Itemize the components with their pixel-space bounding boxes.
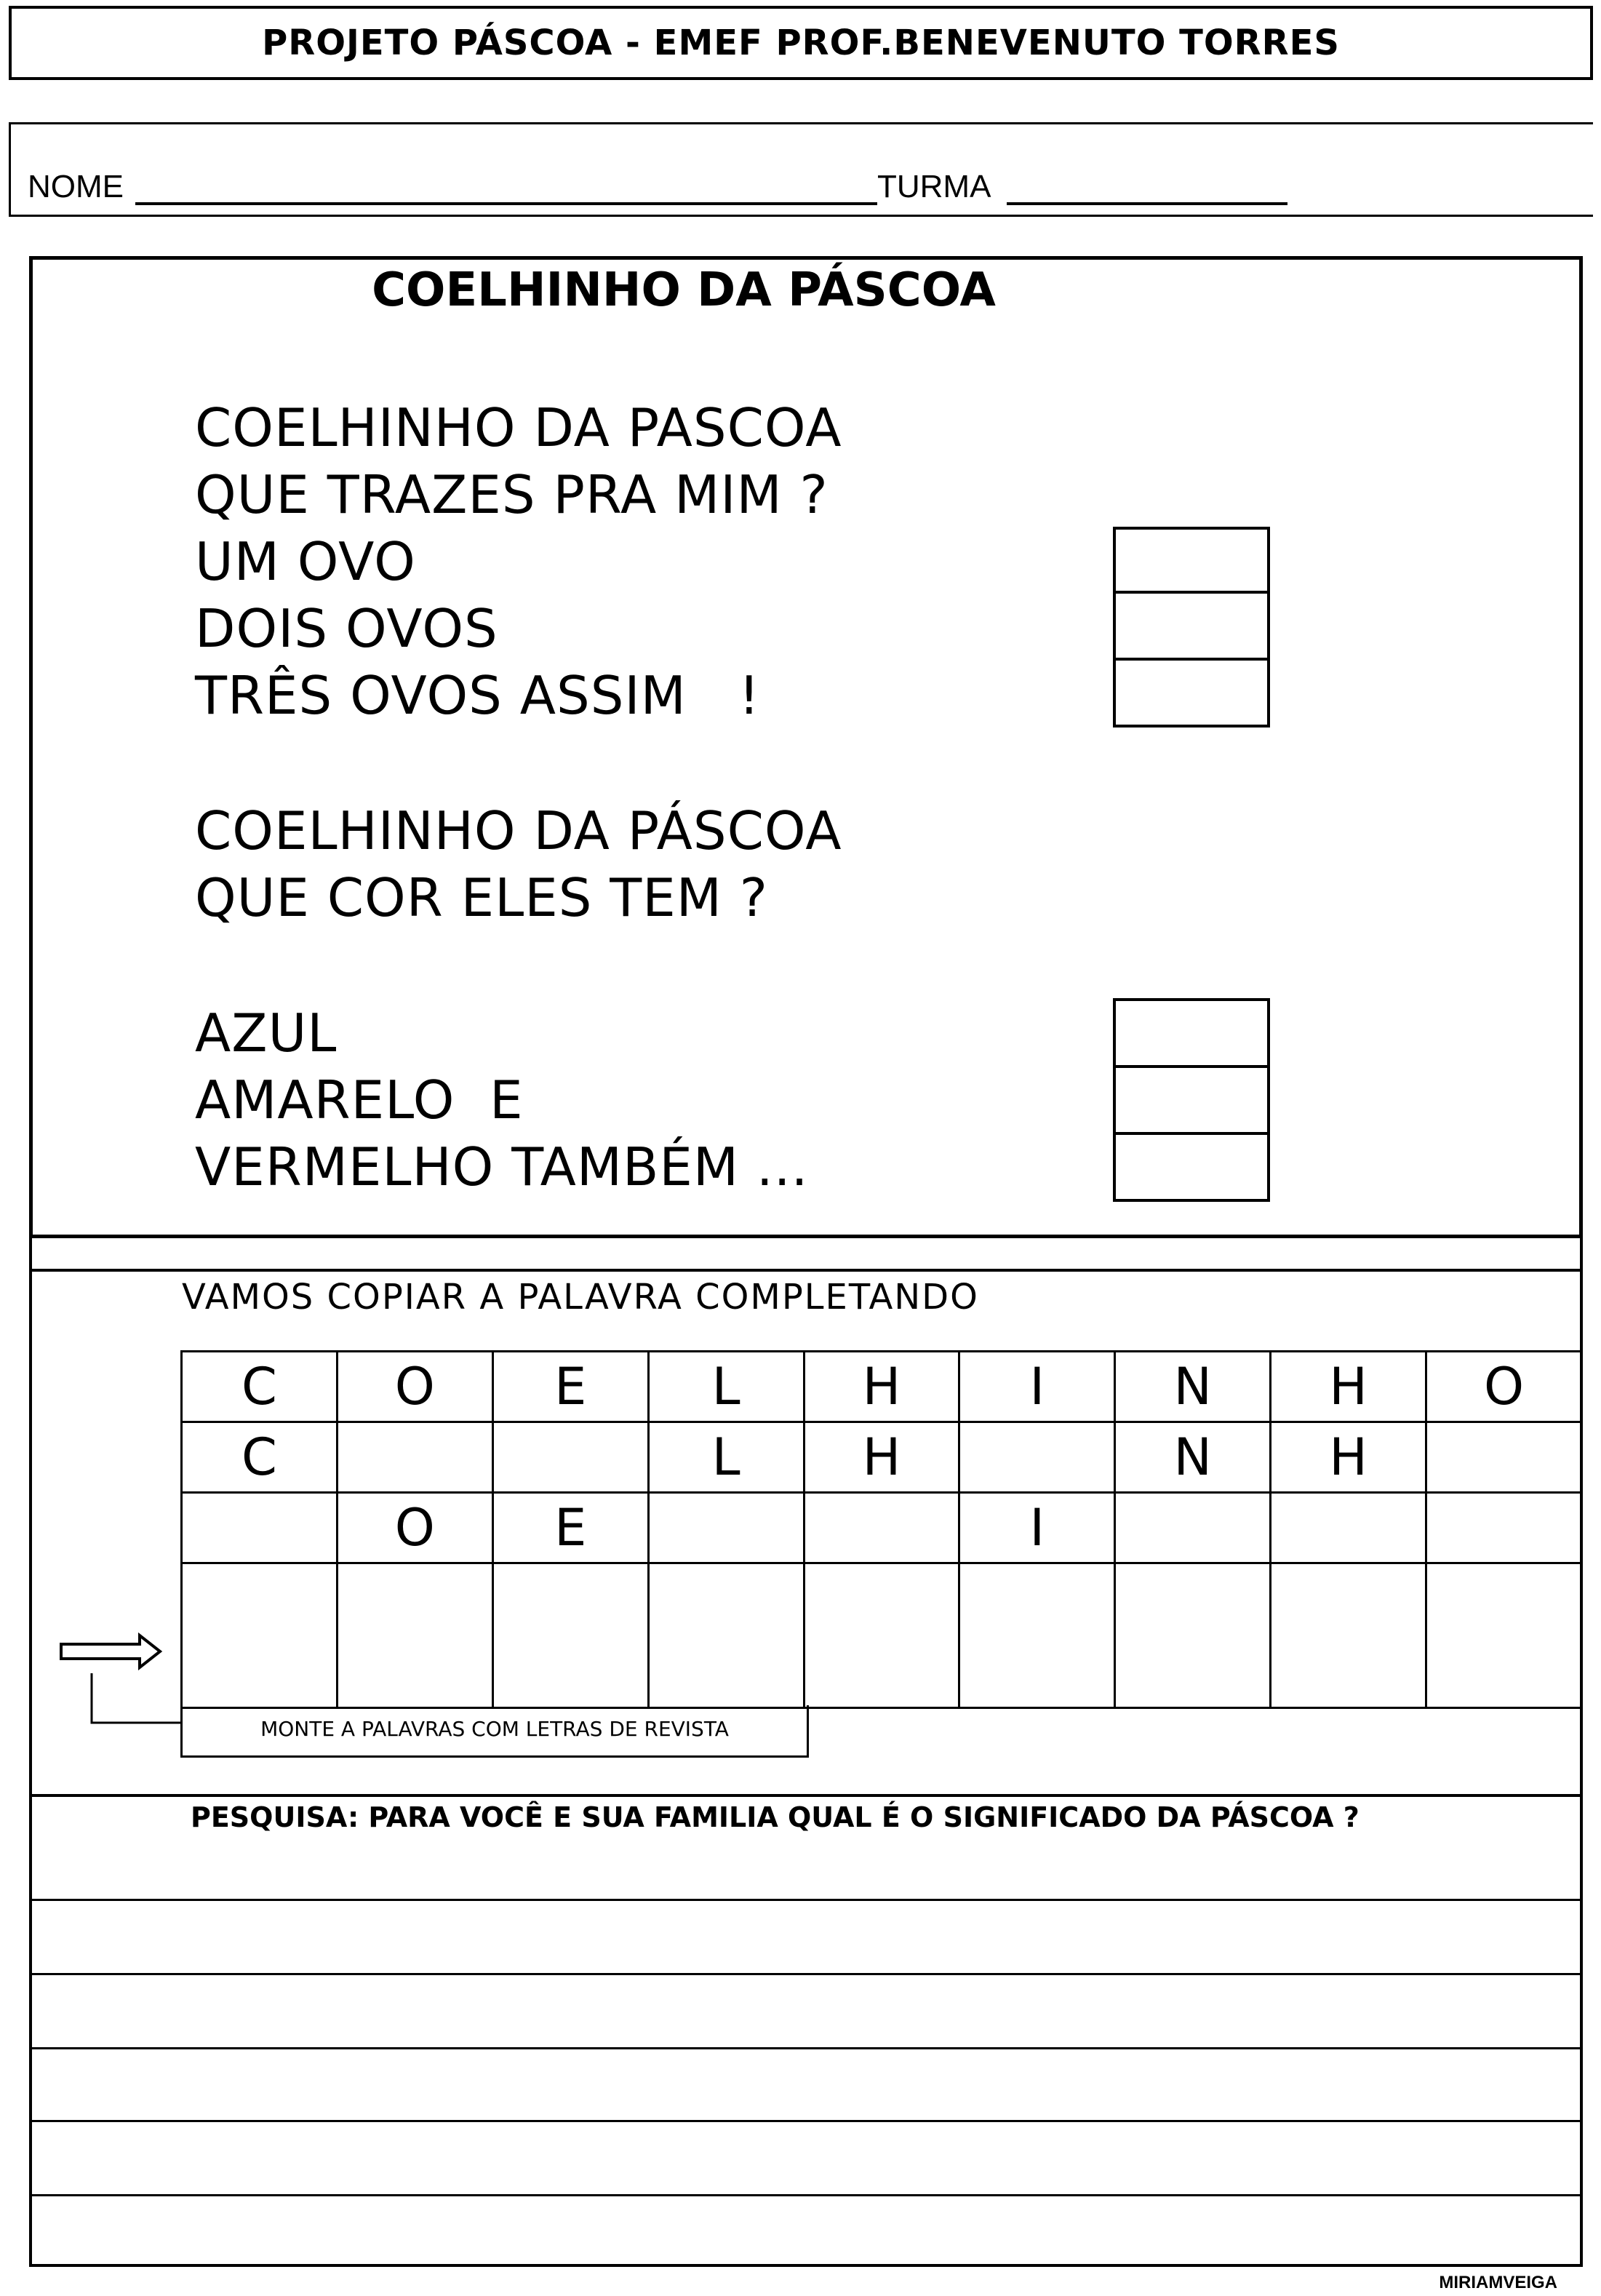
color-box[interactable] xyxy=(1113,1065,1270,1135)
color-box[interactable] xyxy=(1113,998,1270,1068)
letter-cell: I xyxy=(959,1352,1115,1422)
blank-letter-cell[interactable] xyxy=(959,1563,1115,1708)
answer-line[interactable] xyxy=(29,2120,1583,2122)
blank-letter-cell[interactable] xyxy=(337,1563,492,1708)
poem-line: TRÊS OVOS ASSIM ! xyxy=(195,665,761,726)
letter-cell: O xyxy=(337,1352,492,1422)
poem-line: VERMELHO TAMBÉM ... xyxy=(195,1136,809,1197)
blank-letter-cell[interactable] xyxy=(648,1493,804,1563)
letter-cell: O xyxy=(337,1493,492,1563)
blank-letter-cell[interactable] xyxy=(804,1493,959,1563)
letter-grid xyxy=(180,1350,1583,1707)
color-box[interactable] xyxy=(1113,1132,1270,1202)
poem-title: COELHINHO DA PÁSCOA xyxy=(372,263,996,317)
poem-line: DOIS OVOS xyxy=(195,598,498,659)
blank-letter-cell[interactable] xyxy=(804,1563,959,1708)
caption-text: MONTE A PALAVRAS COM LETRAS DE REVISTA xyxy=(260,1717,729,1741)
research-question: PESQUISA: PARA VOCÊ E SUA FAMILIA QUAL É O SIGNIFICADO DA PÁSCOA ? xyxy=(191,1801,1360,1833)
header-title: PROJETO PÁSCOA - EMEF PROF.BENEVENUTO TORRES xyxy=(262,23,1340,63)
blank-letter-cell[interactable] xyxy=(1115,1493,1271,1563)
letter-cell: I xyxy=(959,1493,1115,1563)
letter-grid-row xyxy=(182,1563,1582,1708)
blank-letter-cell[interactable] xyxy=(1426,1493,1582,1563)
blank-letter-cell[interactable] xyxy=(1115,1563,1271,1708)
letter-grid-row xyxy=(182,1352,1582,1422)
poem-line: AMARELO E xyxy=(195,1069,524,1131)
blank-letter-cell[interactable] xyxy=(1426,1563,1582,1708)
letter-cell: H xyxy=(1271,1422,1426,1493)
copy-instruction: VAMOS COPIAR A PALAVRA COMPLETANDO xyxy=(182,1277,979,1318)
letter-cell: E xyxy=(492,1493,648,1563)
letter-grid-row xyxy=(182,1422,1582,1493)
blank-letter-cell[interactable] xyxy=(1271,1493,1426,1563)
blank-letter-cell[interactable] xyxy=(1426,1422,1582,1493)
poem-line: QUE COR ELES TEM ? xyxy=(195,867,768,928)
poem-line: COELHINHO DA PÁSCOA xyxy=(195,800,842,861)
blank-letter-cell[interactable] xyxy=(182,1493,338,1563)
letter-cell: N xyxy=(1115,1422,1271,1493)
poem-line: UM OVO xyxy=(195,531,416,592)
answer-line[interactable] xyxy=(29,1899,1583,1901)
footer-credit: MIRIAMVEIGA xyxy=(1439,2273,1557,2292)
name-field[interactable] xyxy=(135,172,877,205)
poem-line: COELHINHO DA PASCOA xyxy=(195,397,842,458)
class-field[interactable] xyxy=(1007,172,1287,205)
poem-line: AZUL xyxy=(195,1002,338,1064)
name-label: NOME xyxy=(28,169,124,204)
letter-cell: C xyxy=(182,1422,338,1493)
count-box[interactable] xyxy=(1113,658,1270,728)
count-box[interactable] xyxy=(1113,591,1270,661)
letter-cell: L xyxy=(648,1422,804,1493)
letter-cell: H xyxy=(804,1352,959,1422)
letter-cell: O xyxy=(1426,1352,1582,1422)
blank-letter-cell[interactable] xyxy=(1271,1563,1426,1708)
class-label: TURMA xyxy=(877,169,991,204)
letter-cell: H xyxy=(1271,1352,1426,1422)
blank-letter-cell[interactable] xyxy=(959,1422,1115,1493)
blank-letter-cell[interactable] xyxy=(182,1563,338,1708)
letter-cell: L xyxy=(648,1352,804,1422)
letter-grid-row xyxy=(182,1493,1582,1563)
answer-line[interactable] xyxy=(29,1973,1583,1975)
letter-cell: N xyxy=(1115,1352,1271,1422)
count-box[interactable] xyxy=(1113,527,1270,594)
letter-cell: E xyxy=(492,1352,648,1422)
answer-line[interactable] xyxy=(29,2194,1583,2196)
blank-letter-cell[interactable] xyxy=(648,1563,804,1708)
blank-letter-cell[interactable] xyxy=(492,1563,648,1708)
poem-line: QUE TRAZES PRA MIM ? xyxy=(195,464,829,525)
section-divider xyxy=(29,1237,1583,1272)
letter-cell: H xyxy=(804,1422,959,1493)
right-arrow-icon xyxy=(51,1630,182,1731)
blank-letter-cell[interactable] xyxy=(337,1422,492,1493)
letter-cell: C xyxy=(182,1352,338,1422)
blank-letter-cell[interactable] xyxy=(492,1422,648,1493)
answer-line[interactable] xyxy=(29,2047,1583,2049)
